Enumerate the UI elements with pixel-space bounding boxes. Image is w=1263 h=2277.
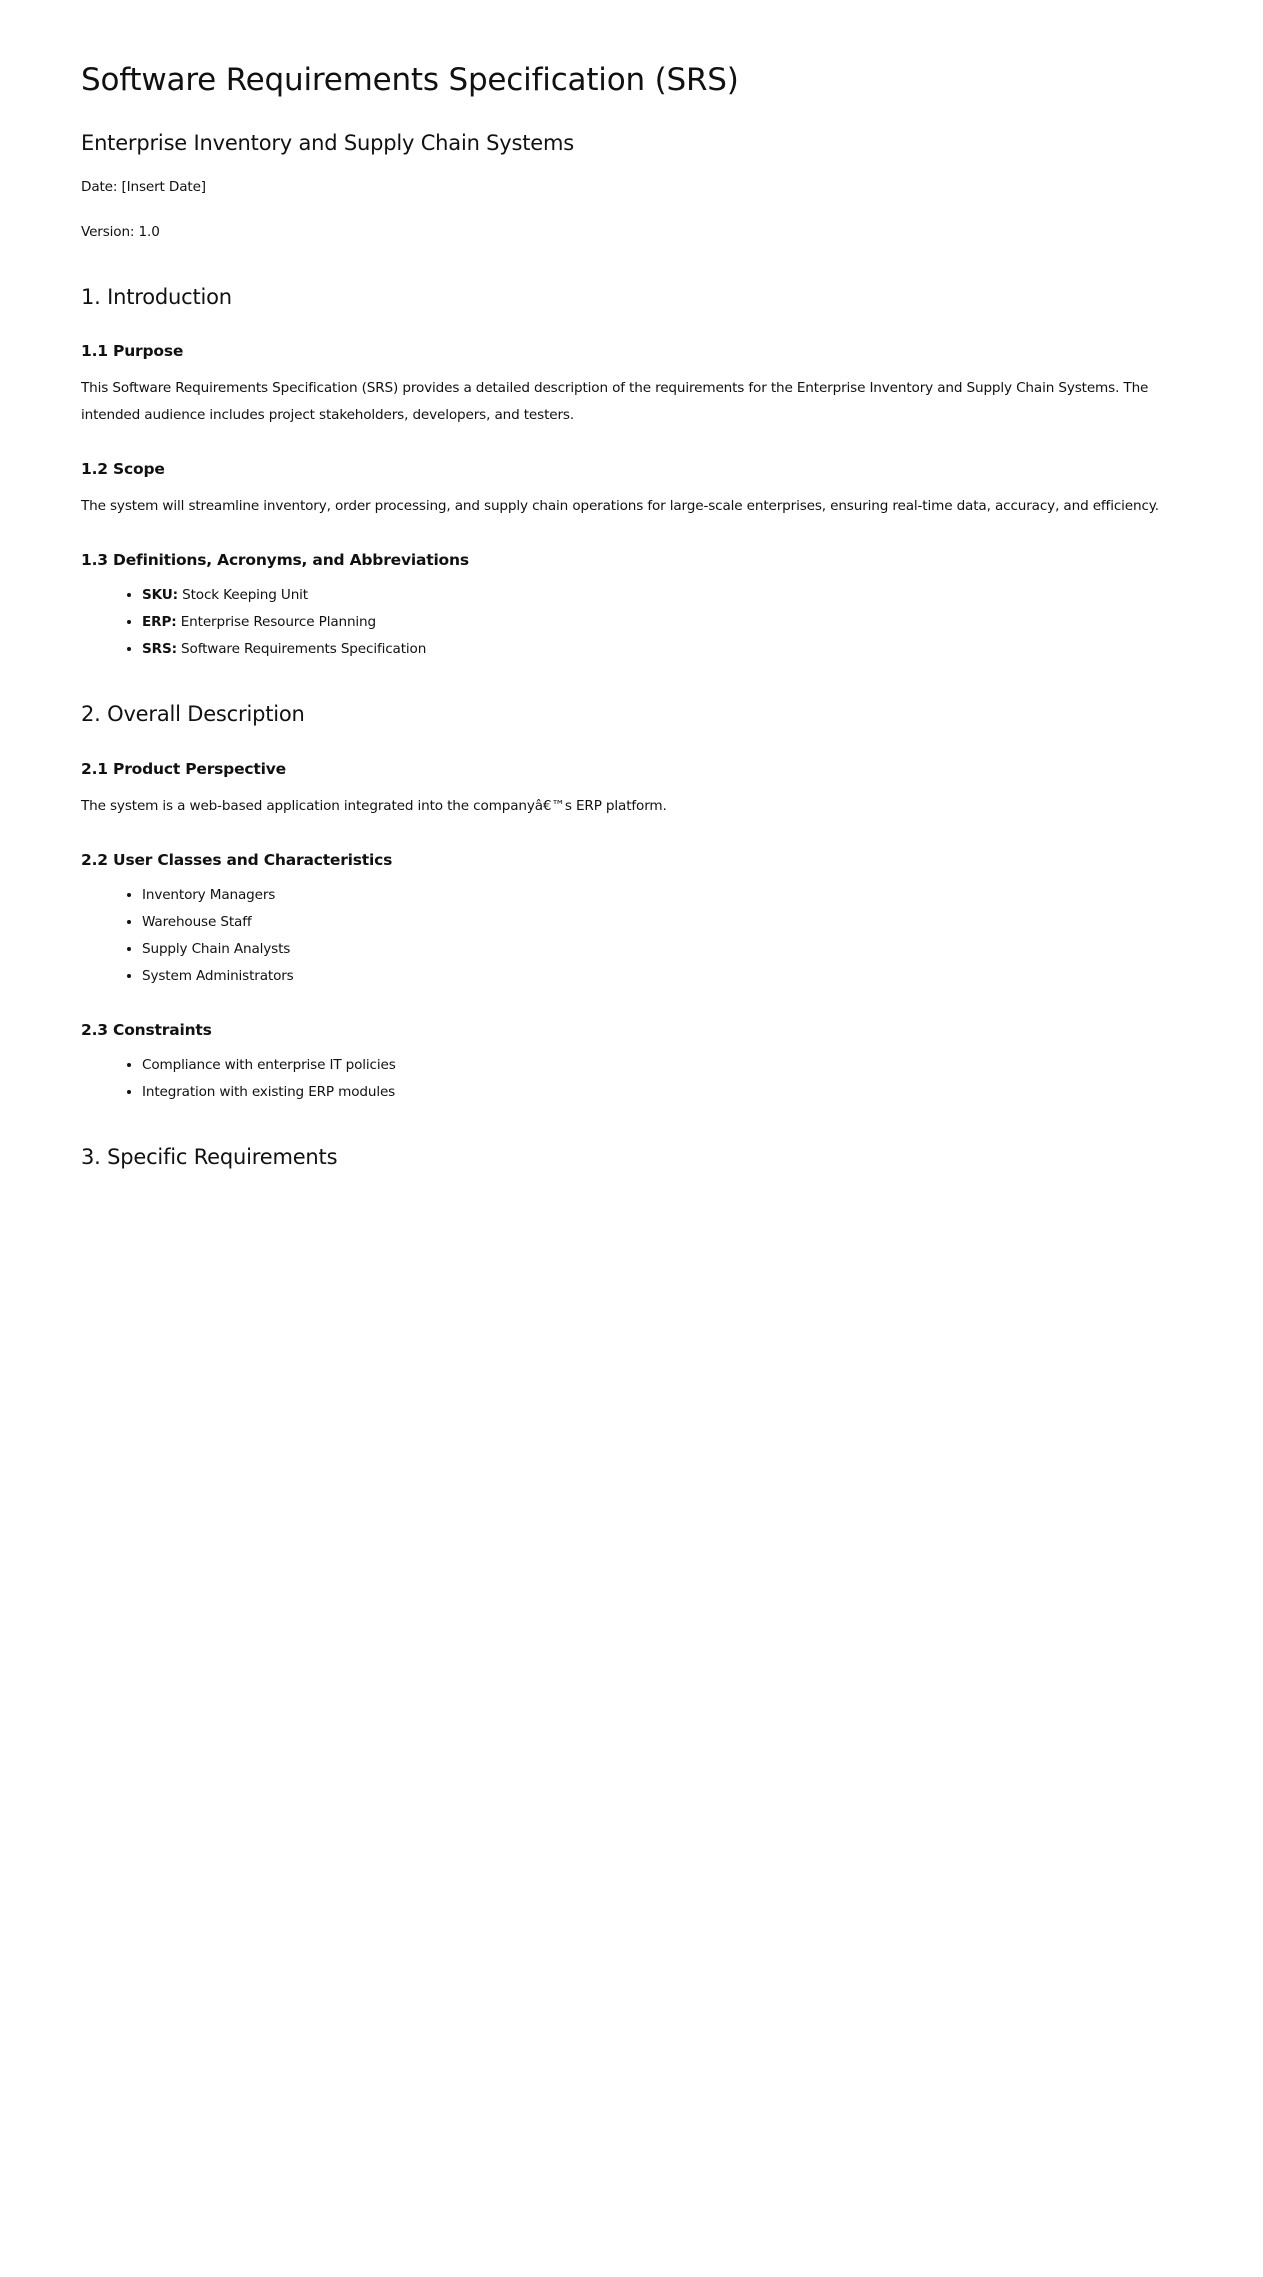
list-item: • Inventory Managers [142,882,1182,909]
definition-meaning: Enterprise Resource Planning [176,614,376,631]
list-item: • Supply Chain Analysts [142,936,1182,963]
document-version: Version: 1.0 [81,223,160,240]
section-heading: 1. Introduction [81,284,232,309]
definition-meaning: Stock Keeping Unit [177,587,308,604]
section-overall-description [81,701,1182,1106]
scope-paragraph: The system will streamline inventory, order processing, and supply chain operations for large-scale enterprises, ensuring real-time data, accuracy, and efficiency. [81,498,1159,515]
definition-item [142,609,1182,636]
subsection-heading-scope: 1.2 Scope [81,460,165,479]
document-subtitle: Enterprise Inventory and Supply Chain Systems [81,131,575,156]
document-title: Software Requirements Specification (SRS) [81,62,739,98]
section-heading: 2. Overall Description [81,702,305,727]
product-perspective-paragraph: The system is a web-based application integrated into the companyâ€™s ERP platform. [81,797,667,814]
subsection-heading-constraints: 2.3 Constraints [81,1020,212,1039]
definition-term: ERP: [142,614,177,631]
subsection-heading-product-perspective: 2.1 Product Perspective [81,759,286,778]
list-item: • System Administrators [142,963,1182,990]
document-date: Date: [Insert Date] [81,178,206,195]
list-item: • Warehouse Staff [142,909,1182,936]
list-item: • Compliance with enterprise IT policies [142,1052,1182,1079]
definition-item [142,636,1182,663]
user-classes-list [81,882,1182,990]
section-heading: 3. Specific Requirements [81,1145,338,1170]
definition-term: SKU: [142,587,178,604]
definition-meaning: Software Requirements Specification [176,641,427,658]
section-specific-requirements [81,1144,1182,1171]
definition-item [142,582,1182,609]
list-item: • Integration with existing ERP modules [142,1079,1182,1106]
purpose-paragraph: This Software Requirements Specification (SRS) provides a detailed description of the requirements for the Enterprise Inventory and Supply Chain Systems. The intended audience includes project stakeholders, developers, and testers. [81,380,1149,424]
constraints-list [81,1052,1182,1106]
definition-term: SRS: [142,641,177,658]
definitions-list [81,582,1182,663]
subsection-heading-definitions: 1.3 Definitions, Acronyms, and Abbreviations [81,551,469,570]
subsection-heading-purpose: 1.1 Purpose [81,341,184,360]
subsection-heading-user-classes: 2.2 User Classes and Characteristics [81,850,393,869]
section-introduction [81,284,1182,664]
